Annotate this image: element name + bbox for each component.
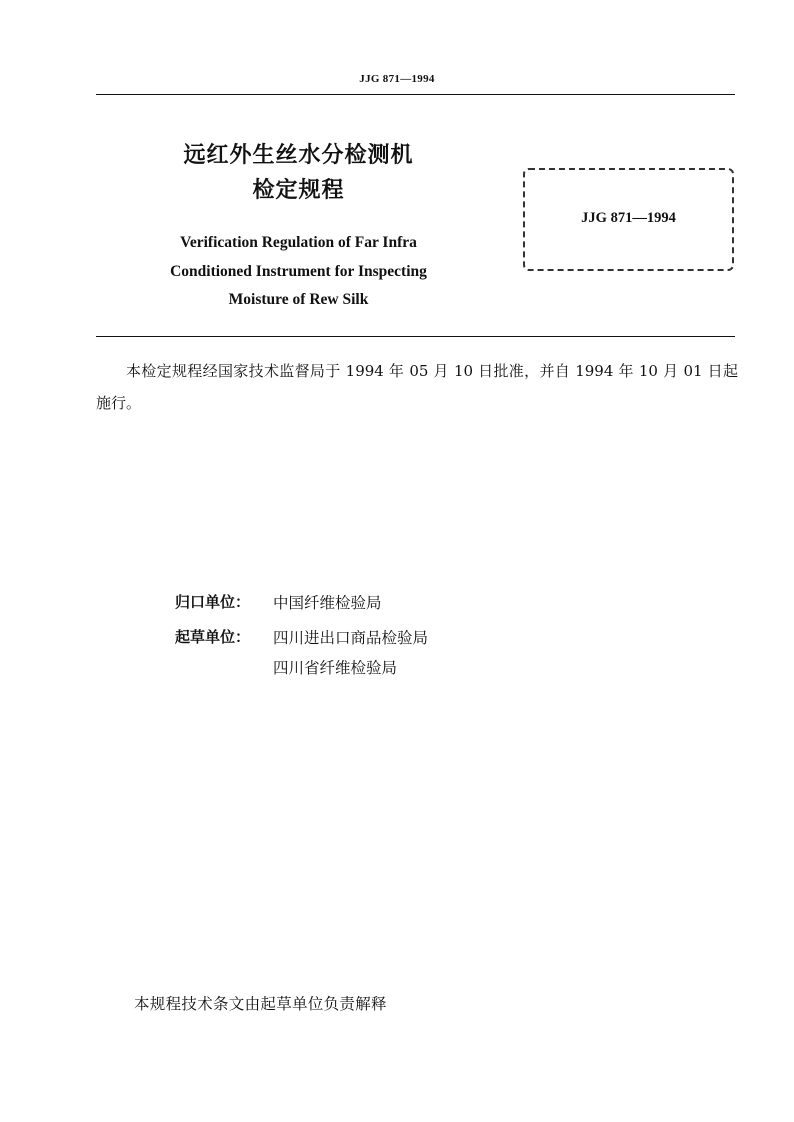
title-english-line-2: Conditioned Instrument for Inspecting (170, 263, 427, 280)
section-divider (96, 336, 735, 337)
responsible-unit-value: 中国纤维检验局 (273, 594, 382, 612)
approval-statement: 本检定规程经国家技术监督局于 1994 年 05 月 10 日批准，并自 1994 年 10 月 01 日起施行。 (96, 362, 738, 412)
responsible-unit-label: 归口单位： (175, 593, 251, 611)
interpretation-note: 本规程技术条文由起草单位负责解释 (134, 995, 387, 1013)
title-english-line-3: Moisture of Rew Silk (228, 291, 369, 308)
drafting-unit-value-1: 四川进出口商品检验局 (273, 629, 429, 647)
header-standard-code: JJG 871—1994 (359, 73, 435, 85)
title-english-line-1: Verification Regulation of Far Infra (180, 234, 417, 251)
header-divider (96, 94, 735, 95)
title-chinese-line-2: 检定规程 (252, 178, 345, 203)
drafting-unit-value-2: 四川省纤维检验局 (273, 659, 398, 677)
title-chinese-line-1: 远红外生丝水分检测机 (183, 143, 414, 168)
standard-code-box-label: JJG 871—1994 (581, 210, 676, 226)
drafting-unit-label: 起草单位： (175, 628, 251, 646)
